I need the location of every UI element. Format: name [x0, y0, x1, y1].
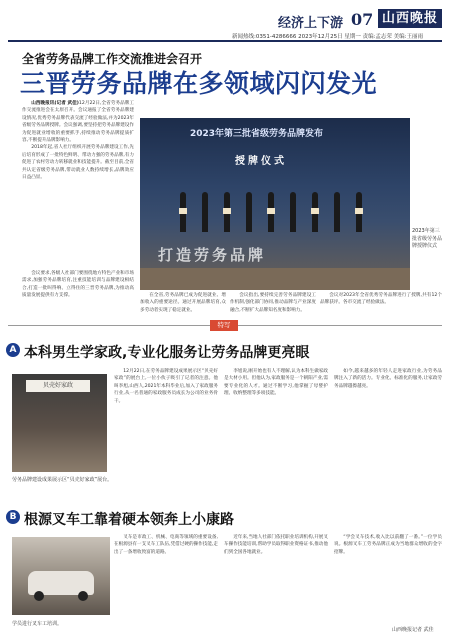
lead-column-1b: [22, 270, 134, 318]
lead-paragraph-1: 12月22日,全省劳务品牌工作交流推进会在太原召开。会议通报了全省劳务品牌建设情况,优秀劳务品牌代表交流了经验做法,并为2023年省级劳务品牌授牌。会议强调,要坚持把劳务品牌建设作为促进就业增收的重要抓手,持续推动劳务品牌提质扩容,不断提升品牌影响力。: [22, 101, 134, 144]
page-number: 07: [351, 10, 374, 29]
masthead: [0, 0, 450, 40]
lead-photo-caption: 2023年第三批省级劳务品牌授牌仪式: [412, 228, 443, 250]
award-plaque: [355, 208, 363, 214]
lead-paragraph-3: 会议要求,各级人社部门要围绕地方特色产业和市场需求,加强劳务品牌培育,注重技能培训与品牌建设相结合,打造一批叫得响、立得住的三晋劳务品牌,为推动高质量发展提供有力支撑。: [22, 271, 134, 299]
award-plaque: [311, 208, 319, 214]
person-figure: [334, 192, 340, 232]
story-b-text-2: 近年来,当地人社部门依托职业培训机构,开展叉车操作技能培训,帮助学员取得职业资格证书,推动他们到全国各地就业。: [224, 535, 328, 555]
wheel-shape: [34, 591, 44, 601]
masthead-rule: [8, 40, 442, 42]
award-ceremony-photo: [140, 118, 410, 290]
story-b-photo-caption: 学员进行叉车工培训。: [12, 621, 63, 627]
award-plaque: [267, 208, 275, 214]
story-a-text-1: 12月22日,在劳务品牌建设成果展示区“贝壳好家政”的展台上,一位小伙子吸引了记者的注意。他叫李旭,山西人,2021年本科毕业后,加入了家政服务行业,从一名普通的家政服务员成长为公司的业务骨干。: [114, 369, 218, 404]
story-b-text-1: 叉车是市政工、机械、电商等领域的重要设备,在根源县有一支叉车工队伍,凭借过硬的操作技能,走出了一条增收致富的道路。: [114, 535, 218, 555]
lead-bottom-col-2: [230, 292, 316, 320]
story-a-text-2: 李旭说,刚开始也有人不理解,认为本科生做家政是大材小用。但他认为,家政服务是一个朝阳产业,需要专业化的人才。通过不断学习,他掌握了母婴护理、收纳整理等多项技能。: [224, 369, 328, 397]
wheel-shape: [78, 591, 88, 601]
forklift-training-photo: [12, 537, 110, 615]
lead-bottom-col-3: [320, 292, 442, 320]
housekeeping-booth-photo: [12, 374, 107, 472]
story-a-column-3: [334, 368, 442, 488]
story-a-title: 本科男生学家政,专业化服务让劳务品牌更亮眼: [24, 345, 310, 361]
lead-paragraph-2: 2018年起,省人社厅组织开展劳务品牌建设工作,先后培育形成了一批特色鲜明、带动力强的劳务品牌,有力促进了农村劳动力转移就业和技能提升。截至目前,全省共认定省级劳务品牌,带动就业人数持续增长,品牌效应日益凸显。: [22, 145, 134, 181]
lead-headline: 三晋劳务品牌在多领域闪闪发光: [20, 69, 378, 98]
person-figure: [246, 192, 252, 232]
masthead-meta: 新闻热线:0351-4286666 2023年12月25日 星期一 责编:孟志荣 美编:王丽雨: [232, 34, 424, 40]
lead-bottom-text-1: 在全省,劳务品牌已成为促进就业、增加收入的重要途径。通过开展品牌培育,众多劳动者实现了稳定就业。: [140, 293, 226, 313]
section-name: 经济上下游: [278, 16, 344, 31]
award-plaque: [223, 208, 231, 214]
lead-column-1: [22, 100, 134, 270]
lead-subhead: 全省劳务品牌工作交流推进会召开: [22, 52, 203, 66]
story-b-title: 根源叉车工靠着硬本领奔上小康路: [24, 512, 234, 528]
story-a-text-3: 如今,越来越多的年轻人走进家政行业,为劳务品牌注入了新的活力。专业化、标准化的服务,让家政劳务品牌越擦越亮。: [334, 369, 442, 389]
special-tag: 特写: [210, 320, 238, 331]
person-figure: [202, 192, 208, 232]
story-b-badge: B: [6, 510, 20, 524]
lead-byline: 山西晚报讯(记者 武佳): [31, 101, 79, 106]
photo-screen-text-3: 打造劳务品牌: [158, 246, 267, 264]
lead-bottom-text-3: 会议对2023年全省优秀劳务品牌进行了授牌,共有12个品牌获评。各市交流了经验做法。: [320, 293, 442, 306]
story-b-column-2: [224, 534, 328, 630]
story-a-column-2: [224, 368, 328, 488]
story-a-badge: A: [6, 343, 20, 357]
story-b-byline: 山西晚报记者 武佳: [392, 627, 434, 633]
story-b-column-3: [334, 534, 442, 622]
stage-floor: [140, 268, 410, 290]
photo-screen-text-2: 授牌仪式: [235, 156, 287, 167]
story-b-text-3: “学会叉车技术,收入比以前翻了一番。”一位学员说。根源叉车工劳务品牌正成为当地群众增收的金字招牌。: [334, 535, 442, 555]
lead-bottom-col-1: [140, 292, 226, 320]
photo-screen-text-1: 2023年第三批省级劳务品牌发布: [190, 129, 324, 139]
story-a-column-1: [114, 368, 218, 488]
lead-bottom-text-2: 会议指出,要持续完善劳务品牌建设工作机制,强化部门协同,推动品牌与产业深度融合,不断扩大品牌知名度和影响力。: [230, 293, 316, 313]
story-a-photo-caption: 劳务品牌建设成果展示区“贝壳好家政”展台。: [12, 477, 113, 483]
story-b-column-1: [114, 534, 218, 630]
booth-sign: 贝壳好家政: [26, 380, 90, 392]
award-plaque: [179, 208, 187, 214]
person-figure: [290, 192, 296, 232]
newspaper-logo: 山西晚报: [378, 9, 442, 28]
